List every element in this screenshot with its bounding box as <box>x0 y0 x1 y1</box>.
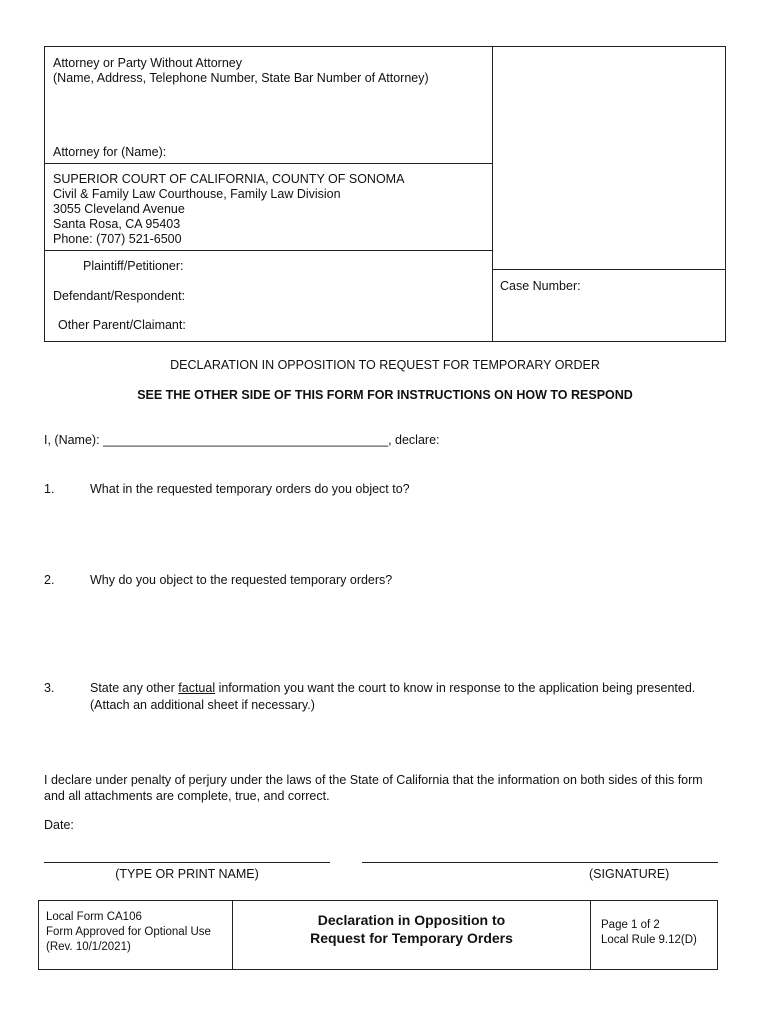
attorney-sublabel: (Name, Address, Telephone Number, State Bar Number of Attorney) <box>53 71 429 85</box>
question-3-text-after: information you want the court to know in response to the application being presented. <box>215 681 696 695</box>
declarant-suffix: , declare: <box>388 433 440 447</box>
header-vertical-divider <box>492 46 493 342</box>
case-number-label: Case Number: <box>500 279 581 293</box>
court-name: SUPERIOR COURT OF CALIFORNIA, COUNTY OF SONOMA <box>53 172 405 186</box>
footer-form-approval: Form Approved for Optional Use <box>46 926 211 938</box>
question-3-text <box>90 681 695 696</box>
question-1-text: What in the requested temporary orders do you object to? <box>90 482 410 496</box>
declarant-name-blank[interactable]: _________________________________________ <box>103 433 389 447</box>
footer-title-line1: Declaration in Opposition to <box>317 912 506 928</box>
question-3-text-before: State any other <box>90 681 179 695</box>
case-number-divider <box>492 269 726 270</box>
question-1-number: 1. <box>44 482 55 496</box>
print-name-line[interactable] <box>44 862 330 863</box>
instructions-note: SEE THE OTHER SIDE OF THIS FORM FOR INSTRUCTIONS ON HOW TO RESPOND <box>137 388 633 402</box>
court-phone: Phone: (707) 521-6500 <box>53 232 182 246</box>
question-2-number: 2. <box>44 573 55 587</box>
form-title: DECLARATION IN OPPOSITION TO REQUEST FOR TEMPORARY ORDER <box>170 358 600 372</box>
footer-form-number: Local Form CA106 <box>46 911 142 923</box>
question-3-subtext: (Attach an additional sheet if necessary.) <box>90 698 315 712</box>
attorney-for-label: Attorney for (Name): <box>53 145 167 159</box>
penalty-statement-line2: and all attachments are complete, true, and correct. <box>44 789 330 803</box>
declarant-prefix: I, (Name): <box>44 433 104 447</box>
question-3-underlined-word: factual <box>178 681 216 695</box>
signature-line[interactable] <box>362 862 718 863</box>
signature-label: (SIGNATURE) <box>589 867 670 881</box>
question-3-number: 3. <box>44 681 55 695</box>
attorney-court-divider <box>44 163 493 164</box>
declarant-line <box>44 433 440 448</box>
defendant-label: Defendant/Respondent: <box>53 289 186 303</box>
plaintiff-label: Plaintiff/Petitioner: <box>83 259 184 273</box>
penalty-statement-line1: I declare under penalty of perjury under the laws of the State of California that the information on both sides of this form <box>44 773 703 787</box>
court-street: 3055 Cleveland Avenue <box>53 202 185 216</box>
date-label: Date: <box>44 818 74 832</box>
footer-page-number: Page 1 of 2 <box>601 919 660 931</box>
footer-title-line2: Request for Temporary Orders <box>310 930 513 946</box>
print-name-label: (TYPE OR PRINT NAME) <box>115 867 259 881</box>
attorney-label: Attorney or Party Without Attorney <box>53 56 242 70</box>
footer-divider-right <box>590 900 591 970</box>
other-parent-label: Other Parent/Claimant: <box>58 318 186 332</box>
court-parties-divider <box>44 250 493 251</box>
question-2-text: Why do you object to the requested temporary orders? <box>90 573 393 587</box>
footer-local-rule: Local Rule 9.12(D) <box>601 934 697 946</box>
footer-form-revision: (Rev. 10/1/2021) <box>46 941 131 953</box>
court-division: Civil & Family Law Courthouse, Family Law Division <box>53 187 341 201</box>
court-city: Santa Rosa, CA 95403 <box>53 217 181 231</box>
